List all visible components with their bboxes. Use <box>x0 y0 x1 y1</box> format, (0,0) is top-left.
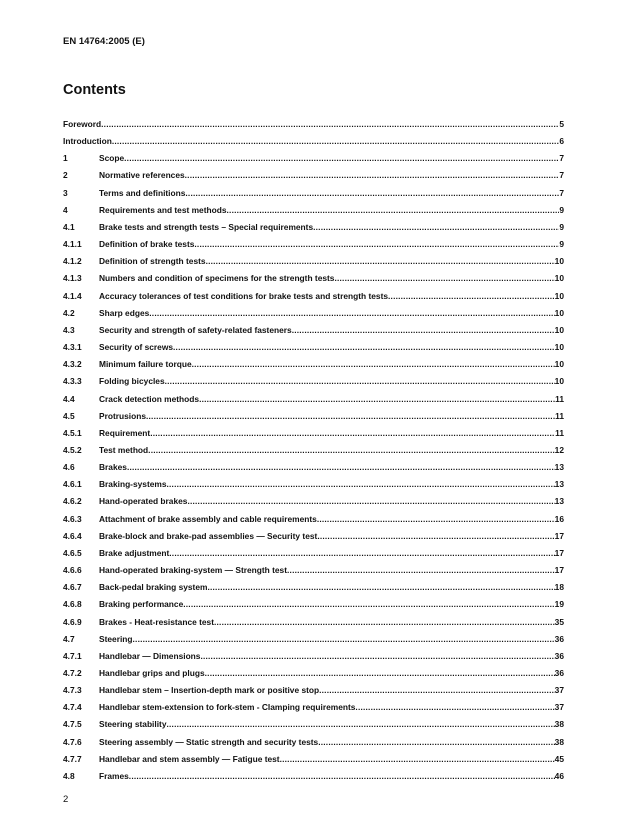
toc-leader-dots <box>129 771 555 781</box>
page-number: 2 <box>63 794 69 805</box>
toc-entry-title: Requirements and test methods <box>99 204 227 215</box>
toc-entry-title: Minimum failure torque <box>99 359 192 370</box>
toc-entry-number: 4.1.3 <box>63 273 82 284</box>
document-header: EN 14764:2005 (E) <box>63 36 145 47</box>
toc-entry-number: 4.7.3 <box>63 685 82 696</box>
toc-entry[interactable] <box>63 119 564 136</box>
toc-entry-page: 13 <box>554 496 564 507</box>
toc-entry-title: Introduction <box>63 136 112 147</box>
toc-entry-page: 36 <box>554 633 564 644</box>
toc-entry-page: 17 <box>554 547 564 558</box>
toc-leader-dots <box>317 531 554 541</box>
toc-entry-title: Brakes - Heat-resistance test <box>99 616 214 627</box>
toc-entry-number: 3 <box>63 187 68 198</box>
toc-entry[interactable] <box>63 376 564 393</box>
toc-entry[interactable] <box>63 702 564 719</box>
toc-entry-title: Steering assembly — Static strength and security tests <box>99 736 319 747</box>
toc-entry-title: Terms and definitions <box>99 187 186 198</box>
toc-entry[interactable] <box>63 634 564 651</box>
toc-entry-number: 4.4 <box>63 393 75 404</box>
toc-entry-number: 4.7 <box>63 633 75 644</box>
toc-entry[interactable] <box>63 188 564 205</box>
toc-entry-page: 13 <box>554 479 564 490</box>
toc-entry[interactable] <box>63 462 564 479</box>
toc-leader-dots <box>206 256 555 266</box>
toc-entry-title: Attachment of brake assembly and cable requirements <box>99 513 317 524</box>
toc-entry[interactable] <box>63 273 564 290</box>
toc-entry-number: 4.5 <box>63 410 75 421</box>
toc-entry[interactable] <box>63 153 564 170</box>
toc-entry-number: 4.6.4 <box>63 530 82 541</box>
toc-entry[interactable] <box>63 496 564 513</box>
toc-leader-dots <box>112 136 559 146</box>
toc-leader-dots <box>200 651 554 661</box>
toc-entry-page: 11 <box>555 410 564 421</box>
toc-entry-number: 4.1 <box>63 221 75 232</box>
toc-leader-dots <box>317 514 555 524</box>
toc-entry-number: 4.6.6 <box>63 565 82 576</box>
toc-entry[interactable] <box>63 325 564 342</box>
toc-entry-page: 18 <box>554 582 564 593</box>
toc-entry-number: 4.6 <box>63 462 75 473</box>
toc-entry-title: Scope <box>99 153 125 164</box>
toc-entry[interactable] <box>63 531 564 548</box>
toc-entry-page: 38 <box>554 736 564 747</box>
toc-leader-dots <box>192 359 555 369</box>
toc-entry-title: Brakes <box>99 462 127 473</box>
toc-entry-title: Steering stability <box>99 719 167 730</box>
toc-entry[interactable] <box>63 394 564 411</box>
toc-entry-title: Folding bicycles <box>99 376 165 387</box>
toc-leader-dots <box>169 548 554 558</box>
toc-entry-title: Numbers and condition of specimens for the strength tests <box>99 273 335 284</box>
toc-leader-dots <box>167 479 555 489</box>
toc-entry-title: Handlebar stem-extension to fork-stem - Clamping requirements <box>99 702 356 713</box>
toc-entry-title: Brake adjustment <box>99 547 170 558</box>
toc-leader-dots <box>173 342 555 352</box>
toc-entry-title: Handlebar and stem assembly — Fatigue test <box>99 753 280 764</box>
toc-entry-number: 4.7.2 <box>63 668 82 678</box>
toc-leader-dots <box>148 445 555 455</box>
toc-entry-page: 5 <box>559 119 564 129</box>
toc-entry-page: 36 <box>554 650 564 661</box>
toc-entry-title: Crack detection methods <box>99 393 200 404</box>
toc-entry[interactable] <box>63 754 564 771</box>
toc-entry[interactable] <box>63 599 564 616</box>
toc-entry-title: Foreword <box>63 119 102 129</box>
toc-entry-page: 19 <box>554 599 564 610</box>
toc-entry-page: 36 <box>554 668 564 678</box>
toc-entry-title: Braking-systems <box>99 479 167 490</box>
toc-entry-number: 4.3.2 <box>63 359 82 370</box>
toc-leader-dots <box>150 428 555 438</box>
toc-entry-number: 4.8 <box>63 770 75 781</box>
toc-entry-title: Security and strength of safety-related fasteners <box>99 324 292 335</box>
toc-leader-dots <box>287 565 555 575</box>
toc-leader-dots <box>313 222 559 232</box>
toc-leader-dots <box>165 376 555 386</box>
toc-leader-dots <box>292 325 555 335</box>
toc-leader-dots <box>280 754 555 764</box>
toc-entry-page: 11 <box>555 393 564 404</box>
toc-entry-title: Definition of strength tests <box>99 256 206 267</box>
toc-entry-page: 37 <box>554 685 564 696</box>
toc-entry-title: Requirement <box>99 427 151 438</box>
toc-entry[interactable] <box>63 668 564 685</box>
toc-entry-number: 4.6.3 <box>63 513 82 524</box>
toc-entry[interactable] <box>63 445 564 462</box>
toc-leader-dots <box>205 668 555 678</box>
toc-entry-page: 7 <box>559 187 564 198</box>
toc-entry-title: Hand-operated brakes <box>99 496 188 507</box>
toc-entry-page: 10 <box>554 307 564 318</box>
toc-entry-page: 45 <box>554 753 564 764</box>
toc-leader-dots <box>334 273 554 283</box>
toc-entry-page: 16 <box>554 513 564 524</box>
toc-entry-number: 4.7.7 <box>63 753 82 764</box>
toc-leader-dots <box>187 496 554 506</box>
toc-entry-number: 4.1.4 <box>63 290 82 301</box>
toc-entry-title: Handlebar stem – Insertion-depth mark or positive stop <box>99 685 320 696</box>
toc-leader-dots <box>199 394 555 404</box>
toc-leader-dots <box>319 685 555 695</box>
toc-entry-title: Handlebar — Dimensions <box>99 650 201 661</box>
toc-entry[interactable] <box>63 617 564 634</box>
toc-entry-number: 4.6.9 <box>63 616 82 627</box>
toc-entry-page: 11 <box>555 427 564 438</box>
toc-entry-number: 4.7.6 <box>63 736 82 747</box>
toc-entry-page: 7 <box>559 170 564 181</box>
toc-leader-dots <box>355 702 554 712</box>
toc-entry[interactable] <box>63 685 564 702</box>
toc-entry[interactable] <box>63 359 564 376</box>
toc-entry-page: 10 <box>554 290 564 301</box>
toc-entry-title: Handlebar grips and plugs <box>99 668 205 678</box>
toc-entry-number: 4.3.1 <box>63 342 82 353</box>
toc-entry-page: 17 <box>554 565 564 576</box>
toc-leader-dots <box>101 119 559 129</box>
toc-leader-dots <box>214 617 555 627</box>
toc-entry[interactable] <box>63 239 564 256</box>
toc-entry-page: 10 <box>554 359 564 370</box>
toc-entry-number: 4.5.2 <box>63 444 82 455</box>
toc-leader-dots <box>183 599 554 609</box>
toc-entry[interactable] <box>63 136 564 153</box>
toc-entry-page: 12 <box>554 444 564 455</box>
toc-entry-page: 10 <box>554 376 564 387</box>
page-title: Contents <box>63 82 126 98</box>
toc-entry-title: Brake tests and strength tests – Special requirements <box>99 221 314 232</box>
toc-entry-title: Steering <box>99 633 133 644</box>
toc-entry-title: Test method <box>99 444 149 455</box>
toc-entry-number: 4.6.8 <box>63 599 82 610</box>
toc-entry-page: 38 <box>554 719 564 730</box>
toc-entry[interactable] <box>63 291 564 308</box>
toc-entry[interactable] <box>63 170 564 187</box>
toc-entry-number: 4.6.1 <box>63 479 82 490</box>
toc-leader-dots <box>149 308 554 318</box>
toc-entry-page: 7 <box>559 153 564 164</box>
toc-entry-number: 4.3 <box>63 324 75 335</box>
toc-entry[interactable] <box>63 205 564 222</box>
toc-entry[interactable] <box>63 737 564 754</box>
toc-entry-page: 17 <box>554 530 564 541</box>
toc-entry[interactable] <box>63 771 564 788</box>
toc-entry-title: Security of screws <box>99 342 174 353</box>
toc-entry-page: 9 <box>559 221 564 232</box>
toc-leader-dots <box>146 411 555 421</box>
toc-leader-dots <box>166 719 554 729</box>
toc-entry[interactable] <box>63 719 564 736</box>
toc-entry[interactable] <box>63 514 564 531</box>
toc-leader-dots <box>127 462 555 472</box>
toc-entry-page: 6 <box>559 136 564 147</box>
toc-entry[interactable] <box>63 565 564 582</box>
toc-entry[interactable] <box>63 222 564 239</box>
toc-entry-title: Definition of brake tests <box>99 239 195 250</box>
toc-entry-number: 4.6.7 <box>63 582 82 593</box>
toc-entry-page: 10 <box>554 256 564 267</box>
toc-entry-title: Hand-operated braking-system — Strength test <box>99 565 288 576</box>
toc-entry-page: 10 <box>554 324 564 335</box>
toc-leader-dots <box>207 582 554 592</box>
toc-entry-title: Sharp edges <box>99 307 150 318</box>
toc-entry-page: 37 <box>554 702 564 713</box>
toc-entry-page: 10 <box>554 273 564 284</box>
toc-leader-dots <box>124 153 559 163</box>
toc-entry[interactable] <box>63 582 564 599</box>
toc-entry-number: 4.3.3 <box>63 376 82 387</box>
toc-entry-number: 4 <box>63 204 68 215</box>
toc-entry[interactable] <box>63 308 564 325</box>
toc-leader-dots <box>318 737 554 747</box>
toc-entry-title: Accuracy tolerances of test conditions for brake tests and strength tests <box>99 290 389 301</box>
toc-leader-dots <box>185 170 560 180</box>
toc-entry-number: 1 <box>63 153 68 164</box>
toc-entry[interactable] <box>63 428 564 445</box>
toc-entry-page: 46 <box>554 770 564 781</box>
toc-entry-page: 9 <box>559 239 564 250</box>
toc-leader-dots <box>194 239 559 249</box>
toc-entry-page: 13 <box>554 462 564 473</box>
toc-entry-number: 4.7.5 <box>63 719 82 730</box>
toc-entry[interactable] <box>63 256 564 273</box>
toc-entry-number: 4.6.5 <box>63 547 82 558</box>
toc-entry[interactable] <box>63 479 564 496</box>
toc-leader-dots <box>133 634 555 644</box>
toc-entry-title: Normative references <box>99 170 185 181</box>
toc-entry-title: Protrusions <box>99 410 146 421</box>
toc-leader-dots <box>388 291 555 301</box>
toc-entry[interactable] <box>63 342 564 359</box>
toc-entry-number: 4.5.1 <box>63 427 82 438</box>
toc-entry-title: Brake-block and brake-pad assemblies — Security test <box>99 530 318 541</box>
toc-entry-number: 4.7.1 <box>63 650 82 661</box>
toc-entry-number: 4.6.2 <box>63 496 82 507</box>
toc-entry-number: 4.7.4 <box>63 702 82 713</box>
toc-entry[interactable] <box>63 651 564 668</box>
toc-entry-title: Braking performance <box>99 599 184 610</box>
toc-entry-page: 9 <box>559 204 564 215</box>
toc-entry[interactable] <box>63 548 564 565</box>
toc-leader-dots <box>227 205 560 215</box>
toc-entry-number: 4.1.2 <box>63 256 82 267</box>
toc-entry-number: 4.1.1 <box>63 239 82 250</box>
toc-entry-page: 35 <box>554 616 564 627</box>
table-of-contents <box>63 119 564 788</box>
toc-entry-title: Back-pedal braking system <box>99 582 208 593</box>
toc-entry-page: 10 <box>554 342 564 353</box>
toc-leader-dots <box>185 188 559 198</box>
toc-entry-number: 2 <box>63 170 68 181</box>
toc-entry-title: Frames <box>99 770 129 781</box>
toc-entry[interactable] <box>63 411 564 428</box>
toc-entry-number: 4.2 <box>63 307 75 318</box>
